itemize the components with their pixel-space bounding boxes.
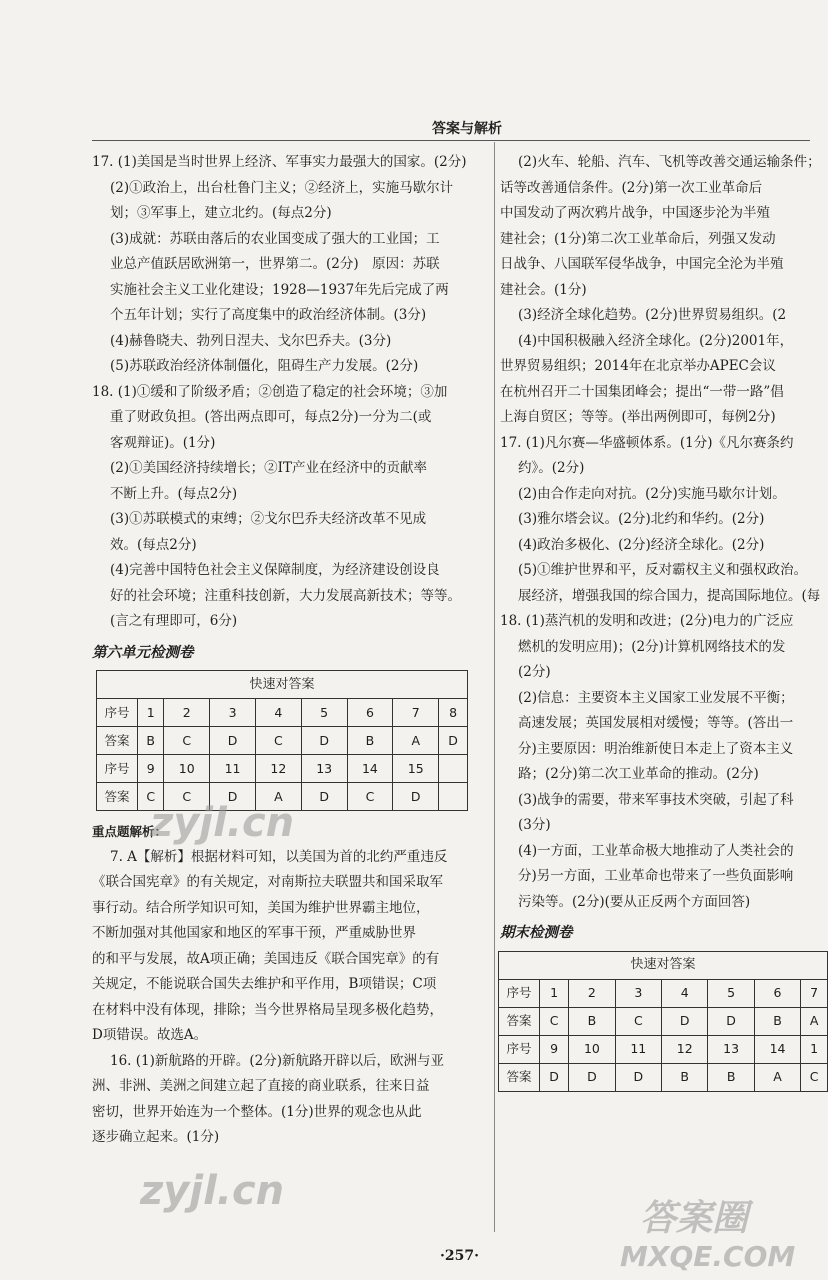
- table-cell: 3: [210, 699, 256, 727]
- q7-line-4: 的和平与发展，故A项正确；美国违反《联合国宪章》的有: [92, 950, 440, 967]
- q18-line-8: 好的社会环境；注重科技创新，大力发展高新技术；等等。: [110, 587, 461, 604]
- q18-line-2: 客观辩证)。(1分): [110, 434, 216, 451]
- table-row: [499, 979, 828, 1007]
- rq18-line-11: 污染等。(2分)(要从正反两个方面回答): [518, 893, 751, 910]
- table-cell: D: [569, 1063, 615, 1091]
- table-cell: 14: [347, 755, 393, 783]
- q7-line-6: 在材料中没有体现，排除；当今世界格局呈现多极化趋势，: [92, 1001, 443, 1018]
- q17-line-7: (4)赫鲁晓夫、勃列日涅夫、戈尔巴乔夫。(3分): [110, 332, 392, 349]
- q18-line-7: (4)完善中国特色社会主义保障制度，为经济建设创设良: [110, 562, 440, 578]
- q7-line-0: 7. A【解析】根据材料可知，以美国为首的北约严重违反: [110, 848, 448, 865]
- rq17-line-3: (3)雅尔塔会议。(2分)北约和华约。(2分): [518, 511, 765, 527]
- table-cell: D: [210, 727, 256, 755]
- q7-line-2: 事行动。结合所学知识可知，美国为维护世界霸主地位，: [92, 899, 430, 916]
- rt-line-5: 建社会。(1分): [500, 281, 587, 298]
- table-cell: D: [662, 1007, 708, 1035]
- table-cell: 8: [439, 699, 468, 727]
- right-q17-block: [500, 431, 821, 610]
- rq17-line-6: 展经济，增强我国的综合国力，提高国际地位。(每: [518, 587, 821, 604]
- table-cell: D: [301, 783, 347, 811]
- table-row: [499, 1035, 828, 1063]
- page-header: [92, 118, 810, 141]
- q7-line-5: 关规定，不能说联合国失去维护和平作用，B项错误；C项: [92, 976, 437, 992]
- q7-line-1: 《联合国宪章》的有关规定，对南斯拉夫联盟共和国采取军: [92, 874, 443, 890]
- table-cell: 12: [255, 755, 301, 783]
- table-cell: 10: [164, 755, 210, 783]
- answer-table-unit6: [96, 670, 468, 811]
- row-label: 答案: [499, 1063, 540, 1091]
- q18-line-3: (2)①美国经济持续增长；②IT产业在经济中的贡献率: [110, 460, 427, 476]
- table-cell: A: [255, 783, 301, 811]
- rq18-line-6: 路；(2分)第二次工业革命的推动。(2分): [518, 766, 759, 782]
- table-caption: 快速对答案: [97, 671, 468, 699]
- q18-block: [92, 380, 477, 635]
- table-row: [97, 699, 468, 727]
- table-cell: 15: [393, 755, 439, 783]
- rt-line-4: 日战争、八国联军侵华战争，中国完全沦为半殖: [500, 256, 784, 272]
- table-cell: [439, 755, 468, 783]
- table-cell: 1: [540, 979, 569, 1007]
- rq18-line-0: 18. (1)蒸汽机的发明和改进；(2分)电力的广泛应: [500, 613, 794, 629]
- row-label: 序号: [499, 1035, 540, 1063]
- rt-line-3: 建社会；(1分)第二次工业革命后，列强又发动: [500, 230, 776, 247]
- table-cell: 11: [210, 755, 256, 783]
- table-cell: 6: [347, 699, 393, 727]
- table-cell: B: [138, 727, 164, 755]
- right-column: [500, 150, 821, 1092]
- table-cell: 2: [569, 979, 615, 1007]
- table-cell: 13: [301, 755, 347, 783]
- table-cell: D: [540, 1063, 569, 1091]
- table-cell: D: [393, 783, 439, 811]
- rq17-line-2: (2)由合作走向对抗。(2分)实施马歇尔计划。: [518, 485, 786, 502]
- q18-line-1: 重了财政负担。(答出两点即可，每点2分)一分为二(或: [110, 409, 432, 425]
- rq18-line-7: (3)战争的需要，带来军事技术突破，引起了科: [518, 791, 794, 808]
- q16-line-2: 密切，世界开始连为一个整体。(1分)世界的观念也从此: [92, 1103, 422, 1120]
- q16-line-3: 逐步确立起来。(1分): [92, 1129, 220, 1145]
- q7-line-3: 不断加强对其他国家和地区的军事干预，严重威胁世界: [92, 925, 416, 941]
- table-cell: 7: [801, 979, 828, 1007]
- rq18-line-9: (4)一方面，工业革命极大地推动了人类社会的: [518, 842, 794, 859]
- table-row: [499, 1007, 828, 1035]
- table-cell: 5: [708, 979, 754, 1007]
- rq18-line-8: (3分): [518, 817, 551, 833]
- rt-line-0: (2)火车、轮船、汽车、飞机等改善交通运输条件；: [518, 154, 821, 170]
- left-column: [92, 150, 477, 1151]
- column-divider: [494, 142, 495, 1232]
- rq18-line-1: 燃机的发明应用)；(2分)计算机网络技术的发: [518, 638, 786, 655]
- header-title: 答案与解析: [432, 121, 502, 137]
- right-top-block: [500, 150, 821, 431]
- table-cell: B: [662, 1063, 708, 1091]
- row-label: 答案: [499, 1007, 540, 1035]
- table-cell: D: [301, 727, 347, 755]
- row-label: 答案: [97, 783, 138, 811]
- table-cell: C: [801, 1063, 828, 1091]
- table-cell: 1: [801, 1035, 828, 1063]
- table-cell: 4: [255, 699, 301, 727]
- rq18-line-2: (2分): [518, 664, 551, 680]
- table-cell: 12: [662, 1035, 708, 1063]
- q17-block: [92, 150, 477, 380]
- q18-line-9: (言之有理即可，6分): [110, 613, 238, 629]
- q16-line-0: 16. (1)新航路的开辟。(2分)新航路开辟以后，欧洲与亚: [110, 1052, 445, 1069]
- watermark: zyjl.cn: [140, 1168, 285, 1214]
- table-cell: A: [393, 727, 439, 755]
- table-cell: D: [439, 727, 468, 755]
- rq18-line-3: (2)信息：主要资本主义国家工业发展不平衡；: [518, 689, 794, 706]
- table-cell: C: [255, 727, 301, 755]
- rq17-line-4: (4)政治多极化、(2分)经济全球化。(2分): [518, 536, 765, 553]
- watermark: MXQE.COM: [620, 1240, 796, 1273]
- table-cell: 9: [138, 755, 164, 783]
- table-cell: A: [754, 1063, 800, 1091]
- table-cell: 1: [138, 699, 164, 727]
- table-cell: 11: [615, 1035, 661, 1063]
- q18-line-4: 不断上升。(每点2分): [110, 485, 238, 502]
- watermark: zyjl.cn: [150, 800, 295, 846]
- q18-line-5: (3)①苏联模式的束缚；②戈尔巴乔夫经济改革不见成: [110, 511, 427, 527]
- rt-line-9: 在杭州召开二十国集团峰会；提出“一带一路”倡: [500, 383, 784, 400]
- table-cell: D: [210, 783, 256, 811]
- rq17-line-1: 约》。(2分): [518, 460, 585, 476]
- q17-line-0: 17. (1)美国是当时世界上经济、军事实力最强大的国家。(2分): [92, 154, 467, 170]
- rq17-line-5: (5)①维护世界和平，反对霸权主义和强权政治。: [518, 562, 808, 578]
- section-title-unit6: 第六单元检测卷: [92, 644, 194, 661]
- q17-line-4: 业总产值跃居欧洲第一，世界第二。(2分) 原因：苏联: [110, 256, 440, 272]
- rt-line-7: (4)中国积极融入经济全球化。(2分)2001年，: [518, 332, 794, 349]
- rt-line-1: 话等改善通信条件。(2分)第一次工业革命后: [500, 179, 763, 196]
- rt-line-6: (3)经济全球化趋势。(2分)世界贸易组织。(2: [518, 307, 787, 323]
- rq18-line-4: 高速发展；英国发展相对缓慢；等等。(答出一: [518, 715, 794, 731]
- rq17-line-0: 17. (1)凡尔赛—华盛顿体系。(1分)《凡尔赛条约: [500, 434, 794, 451]
- table-cell: C: [164, 727, 210, 755]
- section-title-final: 期末检测卷: [500, 925, 573, 941]
- watermark: 答案圈: [640, 1198, 749, 1239]
- q17-line-3: (3)成就：苏联由落后的农业国变成了强大的工业国；工: [110, 230, 440, 247]
- table-cell: B: [708, 1063, 754, 1091]
- table-cell: 7: [393, 699, 439, 727]
- rq18-line-10: 分)另一方面，工业革命也带来了一些负面影响: [518, 868, 794, 884]
- table-cell: B: [347, 727, 393, 755]
- table-cell: C: [138, 783, 164, 811]
- table-row: [97, 727, 468, 755]
- q16-line-1: 洲、非洲、美洲之间建立起了直接的商业联系，往来日益: [92, 1078, 430, 1094]
- q17-line-2: 划；③军事上，建立北约。(每点2分): [110, 205, 332, 221]
- table-cell: C: [347, 783, 393, 811]
- table-cell: 10: [569, 1035, 615, 1063]
- row-label: 序号: [97, 699, 138, 727]
- table-cell: 6: [754, 979, 800, 1007]
- table-cell: A: [801, 1007, 828, 1035]
- table-cell: D: [708, 1007, 754, 1035]
- table-cell: 4: [662, 979, 708, 1007]
- page-number: ·257·: [440, 1248, 479, 1264]
- table-cell: 9: [540, 1035, 569, 1063]
- rt-line-10: 上海自贸区；等等。(举出两例即可，每例2分): [500, 409, 776, 425]
- q17-line-6: 个五年计划；实行了高度集中的政治经济体制。(3分): [110, 307, 427, 323]
- key-analysis-label: 重点题解析：: [92, 824, 168, 839]
- q18-line-6: 效。(每点2分): [110, 536, 197, 553]
- q7-block: [92, 845, 477, 1049]
- table-cell: 5: [301, 699, 347, 727]
- table-cell: D: [615, 1063, 661, 1091]
- table-cell: 14: [754, 1035, 800, 1063]
- q17-line-5: 实施社会主义工业化建设；1928—1937年先后完成了两: [110, 281, 449, 298]
- row-label: 序号: [97, 755, 138, 783]
- table-cell: C: [540, 1007, 569, 1035]
- table-cell: 13: [708, 1035, 754, 1063]
- rq18-line-5: 分)主要原因：明治维新使日本走上了资本主义: [518, 740, 794, 757]
- table-cell: 2: [164, 699, 210, 727]
- table-row: [499, 1063, 828, 1091]
- table-caption: 快速对答案: [499, 951, 828, 979]
- table-cell: C: [615, 1007, 661, 1035]
- answer-table-final: [498, 951, 828, 1092]
- table-cell: C: [164, 783, 210, 811]
- table-row: [97, 755, 468, 783]
- row-label: 序号: [499, 979, 540, 1007]
- table-cell: 3: [615, 979, 661, 1007]
- table-cell: [439, 783, 468, 811]
- q16-block: [92, 1049, 477, 1151]
- row-label: 答案: [97, 727, 138, 755]
- table-cell: B: [569, 1007, 615, 1035]
- q18-line-0: 18. (1)①缓和了阶级矛盾；②创造了稳定的社会环境；③加: [92, 383, 448, 400]
- q17-line-8: (5)苏联政治经济体制僵化，阻碍生产力发展。(2分): [110, 358, 419, 374]
- q7-line-7: D项错误。故选A。: [92, 1027, 208, 1043]
- right-q18-block: [500, 609, 810, 915]
- rt-line-2: 中国发动了两次鸦片战争，中国逐步沦为半殖: [500, 205, 770, 221]
- table-cell: B: [754, 1007, 800, 1035]
- q17-line-1: (2)①政治上，出台杜鲁门主义；②经济上，实施马歇尔计: [110, 179, 454, 196]
- rt-line-8: 世界贸易组织；2014年在北京举办APEC会议: [500, 358, 776, 374]
